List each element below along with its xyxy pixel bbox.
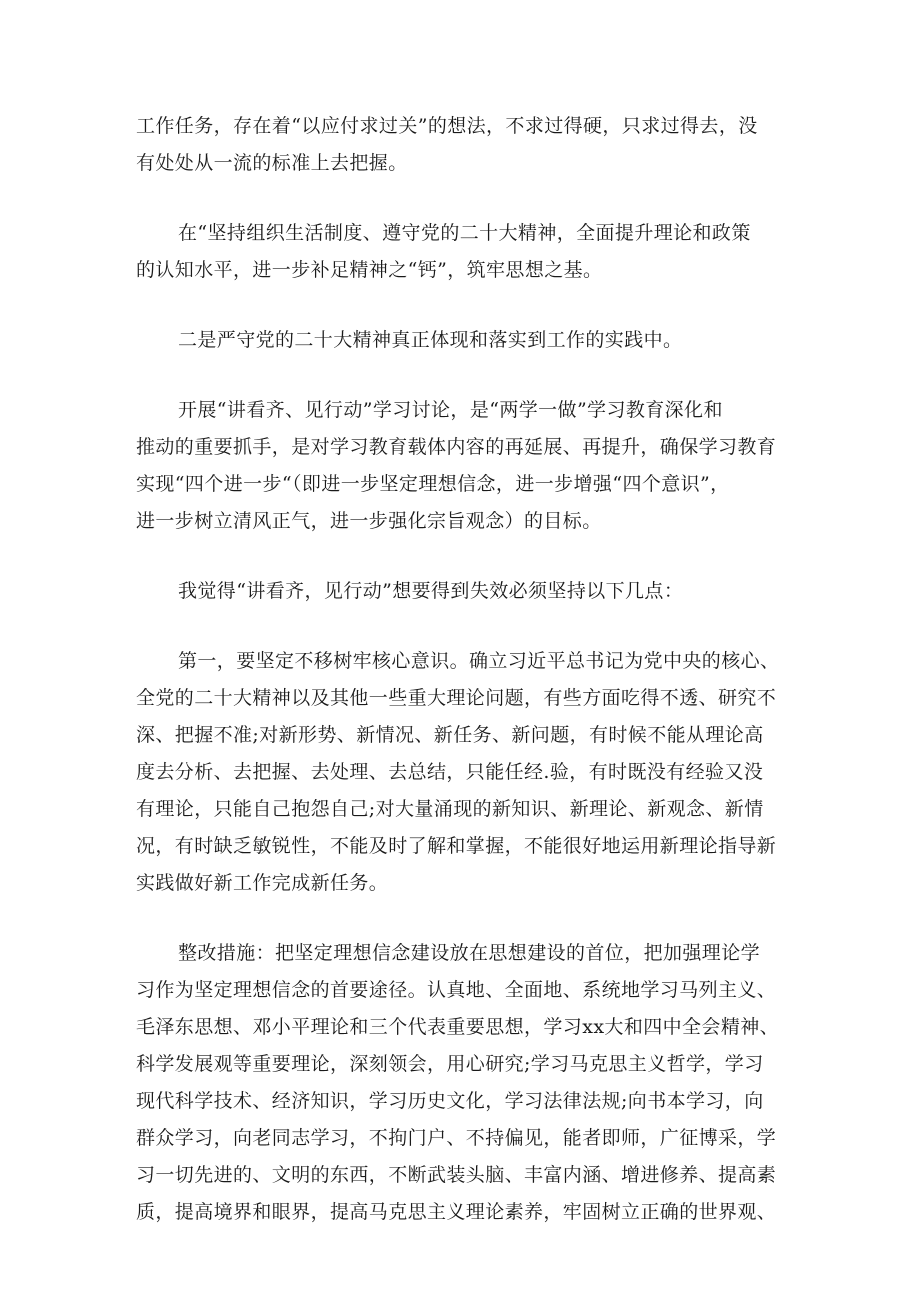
text-line: 毛泽东思想、邓小平理论和三个代表重要思想，学习xx大和四中全会精神、 <box>136 1016 780 1038</box>
text-line: 习一切先进的、文明的东西，不断武装头脑、丰富内涵、增进修养、提高素 <box>136 1164 777 1186</box>
text-line: 习作为坚定理想信念的首要途径。认真地、全面地、系统地学习马列主义、 <box>136 979 777 1001</box>
text-line: 推动的重要抓手，是对学习教育载体内容的再延展、再提升，确保学习教育 <box>136 436 777 458</box>
text-line: 实践做好新工作完成新任务。 <box>136 872 389 894</box>
text-line: 全党的二十大精神以及其他一些重大理论问题，有些方面吃得不透、研究不 <box>136 687 777 709</box>
text-line: 有理论，只能自己抱怨自己;对大量涌现的新知识、新理论、新观念、新情 <box>136 798 764 820</box>
text-line: 整改措施：把坚定理想信念建设放在思想建设的首位，把加强理论学 <box>178 942 761 964</box>
text-line: 我觉得“讲看齐，见行动”想要得到失效必须坚持以下几点： <box>178 580 684 602</box>
text-line: 工作任务，存在着“以应付求过关”的想法，不求过得硬，只求过得去，没 <box>136 115 758 137</box>
text-line: 群众学习，向老同志学习，不拘门户、不持偏见，能者即师，广征博采，学 <box>136 1127 777 1149</box>
paragraph <box>136 573 796 610</box>
paragraph <box>136 392 796 540</box>
text-line: 深、把握不准;对新形势、新情况、新任务、新问题，有时候不能从理论高 <box>136 724 764 746</box>
text-line: 科学发展观等重要理论，深刻领会，用心研究;学习马克思主义哲学，学习 <box>136 1053 764 1075</box>
text-line: 度去分析、去把握、去处理、去总结，只能任经.验，有时既没有经验又没 <box>136 761 764 783</box>
text-line: 现代科学技术、经济知识，学习历史文化，学习法律法规;向书本学习，向 <box>136 1090 764 1112</box>
text-line: 开展“讲看齐、见行动”学习讨论，是“两学一做”学习教育深化和 <box>178 399 723 421</box>
text-line: 况，有时缺乏敏锐性，不能及时了解和掌握，不能很好地运用新理论指导新 <box>136 835 777 857</box>
text-line: 实现“四个进一步“（即进一步坚定理想信念，进一步增强“四个意识”， <box>136 473 730 495</box>
text-line: 在“坚持组织生活制度、遵守党的二十大精神，全面提升理论和政策 <box>178 222 751 244</box>
text-line: 有处处从一流的标准上去把握。 <box>136 152 408 174</box>
paragraph <box>136 643 796 902</box>
document-page <box>136 108 796 1264</box>
paragraph <box>136 322 796 359</box>
text-line: 的认知水平，进一步补足精神之“钙”，筑牢思想之基。 <box>136 259 603 281</box>
paragraph <box>136 215 796 289</box>
text-line: 二是严守党的二十大精神真正体现和落实到工作的实践中。 <box>178 329 683 351</box>
paragraph <box>136 108 796 182</box>
text-line: 进一步树立清风正气，进一步强化宗旨观念）的目标。 <box>136 510 602 532</box>
text-line: 第一，要坚定不移树牢核心意识。确立习近平总书记为党中央的核心、 <box>178 650 780 672</box>
paragraph <box>136 935 796 1231</box>
text-line: 质，提高境界和眼界，提高马克思主义理论素养，牢固树立正确的世界观、 <box>136 1201 777 1223</box>
